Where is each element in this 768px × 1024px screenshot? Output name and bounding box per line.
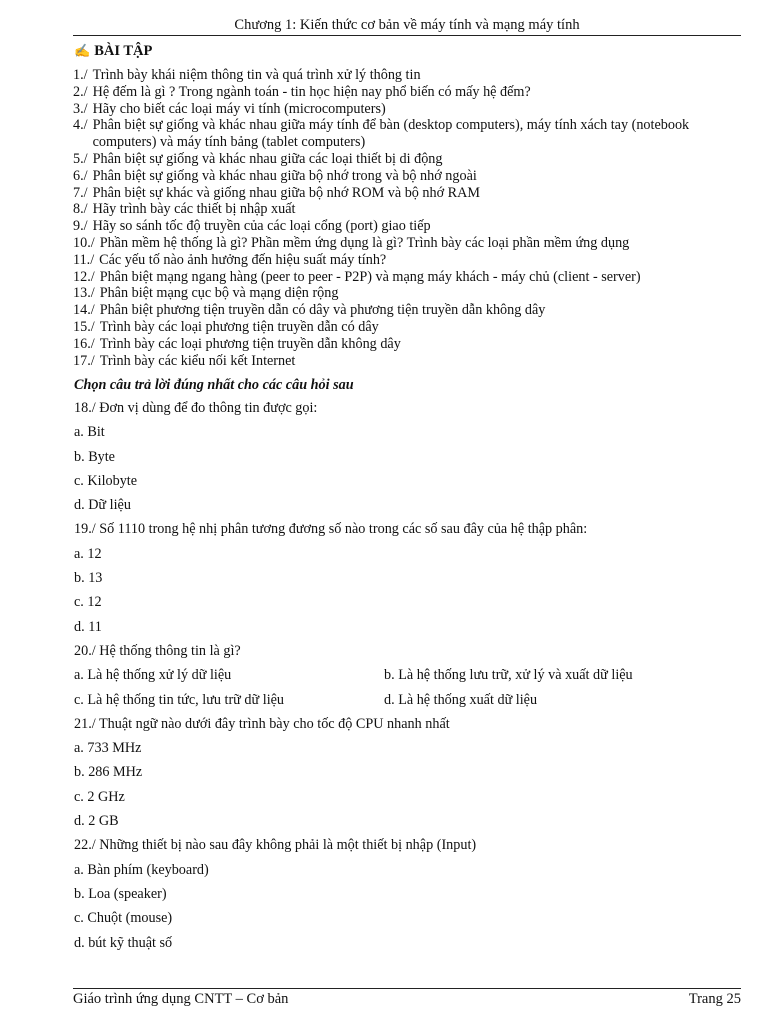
exercise-item <box>73 353 743 370</box>
exercise-text: Phân biệt phương tiện truyền dẫn có dây và phương tiện truyền dẫn không dây <box>99 302 546 319</box>
answer-option: c. 12 <box>74 594 102 611</box>
answer-option: c. Chuột (mouse) <box>74 910 173 927</box>
exercise-text: Hãy so sánh tốc độ truyền của các loại cổng (port) giao tiếp <box>92 218 431 235</box>
answer-option: c. 2 GHz <box>74 788 125 805</box>
question-text: 19./ Số 1110 trong hệ nhị phân tương đương số nào trong các số sau đây của hệ thập phân: <box>74 521 588 538</box>
answer-option: b. Là hệ thống lưu trữ, xử lý và xuất dữ liệu <box>384 667 633 684</box>
exercise-item <box>73 201 743 218</box>
exercise-number: 14./ <box>73 302 95 319</box>
exercise-number: 9./ <box>73 218 88 235</box>
exercise-number: 6./ <box>73 167 88 184</box>
answer-option: d. bút kỹ thuật số <box>74 934 173 951</box>
answer-option: a. Bit <box>74 424 105 441</box>
answer-option: d. Dữ liệu <box>74 497 131 514</box>
exercise-text: Phân biệt mạng cục bộ và mạng diện rộng <box>99 285 339 302</box>
answer-option: a. 733 MHz <box>74 740 142 757</box>
question-19 <box>74 520 744 641</box>
exercise-item <box>73 84 743 101</box>
answer-option: b. 13 <box>74 570 103 587</box>
exercise-list <box>73 67 743 369</box>
exercise-text: Hệ đếm là gì ? Trong ngành toán - tin học hiện nay phổ biến có mấy hệ đếm? <box>92 83 531 100</box>
exercise-number: 11./ <box>73 251 95 268</box>
question-18 <box>74 399 744 520</box>
question-20 <box>74 642 744 715</box>
page-number: Trang 25 <box>688 991 741 1007</box>
answer-option: a. Bàn phím (keyboard) <box>74 861 209 878</box>
exercise-text: Phân biệt sự giống và khác nhau giữa bộ nhớ trong và bộ nhớ ngoài <box>92 167 477 184</box>
exercise-number: 2./ <box>73 83 88 100</box>
exercise-text: Phần mềm hệ thống là gì? Phần mềm ứng dụng là gì? Trình bày các loại phần mềm ứng dụng <box>99 234 630 251</box>
exercise-item <box>73 67 743 84</box>
question-22 <box>74 836 744 957</box>
exercise-item <box>73 218 743 235</box>
exercise-text: Phân biệt sự khác và giống nhau giữa bộ nhớ ROM và bộ nhớ RAM <box>92 184 480 201</box>
exercise-text: Trình bày các loại phương tiện truyền dẫn không dây <box>99 335 401 352</box>
exercise-number: 12./ <box>73 268 95 285</box>
exercise-text: Phân biệt sự giống và khác nhau giữa các loại thiết bị di động <box>92 150 443 167</box>
footer-book-title: Giáo trình ứng dụng CNTT – Cơ bản <box>73 991 289 1007</box>
pencil-icon: ✍ <box>74 43 91 58</box>
question-text: 20./ Hệ thống thông tin là gì? <box>74 642 241 659</box>
answer-option: b. Byte <box>74 448 115 465</box>
exercise-number: 17./ <box>73 352 95 369</box>
answer-option: d. 11 <box>74 618 102 635</box>
exercise-text: Hãy cho biết các loại máy vi tính (microcomputers) <box>92 100 386 117</box>
answer-option: c. Kilobyte <box>74 472 138 489</box>
chapter-title: Chương 1: Kiến thức cơ bản về máy tính và mạng máy tính <box>234 17 580 33</box>
answer-option: d. 2 GB <box>74 813 119 830</box>
question-section <box>74 399 744 958</box>
exercise-number: 8./ <box>73 201 88 218</box>
page-header <box>73 16 741 36</box>
answer-option: b. Loa (speaker) <box>74 885 167 902</box>
answer-option: a. 12 <box>74 545 102 562</box>
exercise-item <box>73 285 743 302</box>
page-footer <box>73 988 741 1008</box>
section-title: BÀI TẬP <box>94 43 153 59</box>
exercise-item <box>73 168 743 185</box>
exercise-number: 5./ <box>73 150 88 167</box>
question-text: 22./ Những thiết bị nào sau đây không phải là một thiết bị nhập (Input) <box>74 837 477 854</box>
exercise-item <box>73 235 743 252</box>
exercise-number: 3./ <box>73 100 88 117</box>
section-heading <box>74 42 152 60</box>
mc-instruction: Chọn câu trả lời đúng nhất cho các câu hỏi sau <box>74 377 354 393</box>
question-text: 21./ Thuật ngữ nào dưới đây trình bày cho tốc độ CPU nhanh nhất <box>74 715 450 732</box>
exercise-item <box>73 117 743 151</box>
exercise-text: Phân biệt sự giống và khác nhau giữa máy tính để bàn (desktop computers), máy tính xách tay (notebook computers) và máy tính bảng (tablet computers) <box>92 117 690 151</box>
answer-option: b. 286 MHz <box>74 764 143 781</box>
exercise-text: Hãy trình bày các thiết bị nhập xuất <box>92 201 296 218</box>
exercise-number: 13./ <box>73 285 95 302</box>
exercise-item <box>73 302 743 319</box>
exercise-item <box>73 185 743 202</box>
answer-row <box>74 691 744 715</box>
exercise-number: 10./ <box>73 234 95 251</box>
exercise-text: Phân biệt mạng ngang hàng (peer to peer - P2P) và mạng máy khách - máy chủ (client - server) <box>99 268 641 285</box>
exercise-text: Trình bày các kiểu nối kết Internet <box>99 352 296 369</box>
question-text: 18./ Đơn vị dùng để đo thông tin được gọi: <box>74 400 318 416</box>
exercise-number: 4./ <box>73 117 88 134</box>
exercise-text: Các yếu tố nào ảnh hưởng đến hiệu suất máy tính? <box>99 251 387 268</box>
answer-option: a. Là hệ thống xử lý dữ liệu <box>74 667 232 684</box>
exercise-number: 15./ <box>73 318 95 335</box>
exercise-number: 7./ <box>73 184 88 201</box>
exercise-item <box>73 151 743 168</box>
question-21 <box>74 715 744 836</box>
exercise-item <box>73 252 743 269</box>
exercise-number: 1./ <box>73 67 88 83</box>
answer-option: c. Là hệ thống tin tức, lưu trữ dữ liệu <box>74 691 285 708</box>
exercise-item <box>73 101 743 118</box>
exercise-text: Trình bày các loại phương tiện truyền dẫn có dây <box>99 318 379 335</box>
exercise-item <box>73 319 743 336</box>
exercise-item <box>73 269 743 286</box>
answer-row <box>74 666 744 690</box>
exercise-item <box>73 336 743 353</box>
answer-option: d. Là hệ thống xuất dữ liệu <box>384 691 538 708</box>
exercise-text: Trình bày khái niệm thông tin và quá trình xử lý thông tin <box>92 67 421 83</box>
exercise-number: 16./ <box>73 335 95 352</box>
